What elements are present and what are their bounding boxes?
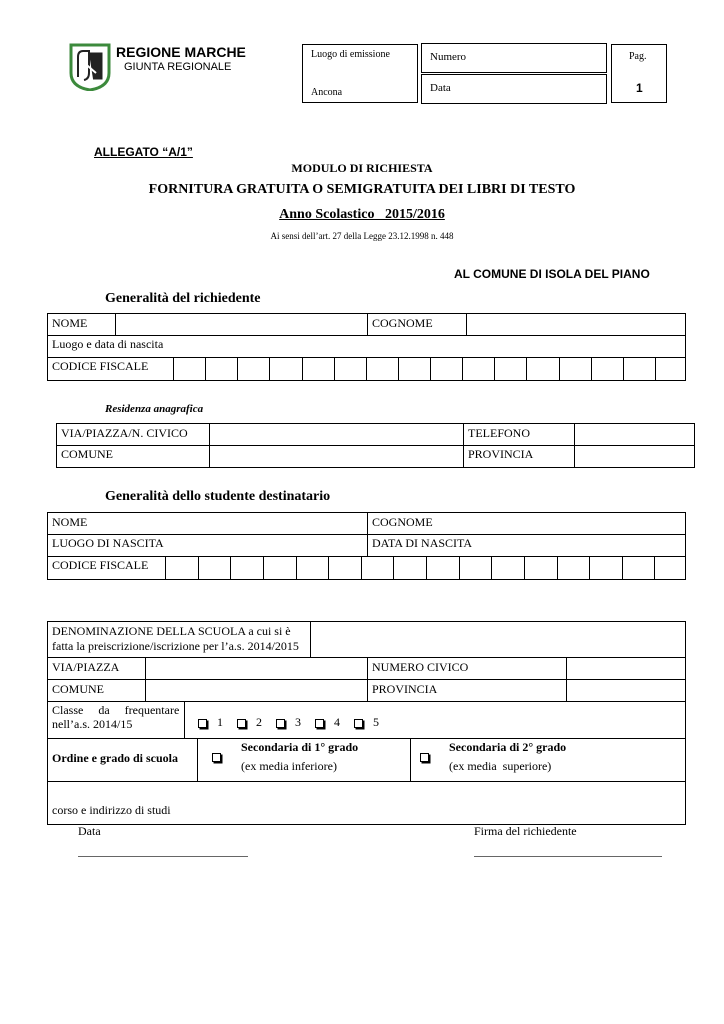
modulo-title: MODULO DI RICHIESTA: [291, 161, 433, 175]
classe-option[interactable]: [354, 715, 379, 730]
secondaria-2-option[interactable]: [416, 740, 676, 777]
studente-data-nascita-label: DATA DI NASCITA: [372, 536, 473, 550]
numero-field[interactable]: [421, 43, 607, 73]
classe-checkbox[interactable]: [198, 719, 207, 728]
classe-checkbox[interactable]: [276, 719, 285, 728]
cf-char-box[interactable]: [654, 556, 687, 580]
cognome-input[interactable]: [467, 314, 685, 335]
data-label: Data: [430, 82, 451, 94]
denominazione-input[interactable]: [311, 622, 685, 657]
cf-char-box[interactable]: [296, 556, 329, 580]
cf-char-box[interactable]: [366, 357, 398, 381]
footer-data-line[interactable]: [78, 856, 248, 857]
classe-option[interactable]: [237, 715, 262, 730]
classe-option[interactable]: [276, 715, 301, 730]
codice-fiscale-boxes[interactable]: [48, 357, 687, 381]
denominazione-label-1: DENOMINAZIONE DELLA SCUOLA a cui si è: [52, 624, 291, 638]
residenza-comune-input[interactable]: [210, 446, 462, 467]
secondaria-1-subtitle: (ex media inferiore): [241, 759, 337, 773]
cf-char-box[interactable]: [494, 357, 526, 381]
residenza-provincia-input[interactable]: [575, 446, 694, 467]
cf-char-box[interactable]: [302, 357, 334, 381]
cf-char-box[interactable]: [559, 357, 591, 381]
luogo-emissione-value: Ancona: [311, 87, 343, 98]
cf-char-box[interactable]: [230, 556, 263, 580]
studente-cognome-label: COGNOME: [372, 515, 433, 529]
richiedente-heading: Generalità del richiedente: [105, 291, 261, 306]
cf-char-box[interactable]: [623, 357, 655, 381]
cf-char-box[interactable]: [591, 357, 623, 381]
page-box: [611, 44, 667, 103]
numero-label: Numero: [430, 51, 467, 63]
via-civico-label: VIA/PIAZZA/N. CIVICO: [61, 426, 188, 440]
cf-char-box[interactable]: [334, 357, 366, 381]
secondaria-1-option[interactable]: [208, 740, 408, 777]
classe-checkbox[interactable]: [237, 719, 246, 728]
anno-scolastico: Anno Scolastico 2015/2016: [279, 207, 445, 222]
cf-char-box[interactable]: [393, 556, 426, 580]
cf-char-box[interactable]: [269, 357, 301, 381]
cf-char-box[interactable]: [462, 357, 494, 381]
numero-civico-input[interactable]: [567, 658, 685, 679]
luogo-emissione-box: [302, 44, 418, 103]
data-field[interactable]: [421, 74, 607, 104]
cf-char-box[interactable]: [430, 357, 462, 381]
recipient-comune: AL COMUNE DI ISOLA DEL PIANO: [454, 267, 650, 281]
corso-indirizzo-label: corso e indirizzo di studi: [52, 803, 171, 817]
cf-char-box[interactable]: [557, 556, 590, 580]
cf-char-box[interactable]: [524, 556, 557, 580]
org-subtitle: GIUNTA REGIONALE: [124, 61, 232, 73]
residenza-comune-label: COMUNE: [61, 447, 114, 461]
residenza-table: [56, 423, 695, 468]
allegato-label: ALLEGATO “A/1”: [94, 145, 193, 159]
cf-char-box[interactable]: [173, 357, 205, 381]
denominazione-label-2: fatta la preiscrizione/iscrizione per l’a.s. 2014/2015: [52, 639, 299, 653]
secondaria-2-checkbox[interactable]: [420, 753, 429, 762]
nome-label: NOME: [52, 316, 88, 330]
richiedente-table: [47, 313, 686, 381]
footer-firma-line[interactable]: [474, 856, 662, 857]
classe-number: 3: [295, 715, 301, 729]
scuola-table: [47, 621, 686, 825]
cf-char-box[interactable]: [589, 556, 622, 580]
footer-firma-label: Firma del richiedente: [474, 824, 577, 838]
classe-label-1: Classe da frequentare: [52, 703, 180, 717]
luogo-emissione-label: Luogo di emissione: [311, 49, 390, 60]
classe-checkbox[interactable]: [354, 719, 363, 728]
scuola-via-label: VIA/PIAZZA: [52, 660, 120, 674]
cf-char-box[interactable]: [328, 556, 361, 580]
secondaria-2-subtitle: (ex media superiore): [449, 759, 552, 773]
cf-char-box[interactable]: [398, 357, 430, 381]
cf-char-box[interactable]: [491, 556, 524, 580]
cf-char-box[interactable]: [205, 357, 237, 381]
cf-char-box[interactable]: [459, 556, 492, 580]
secondaria-2-title: Secondaria di 2° grado: [449, 740, 567, 754]
classe-number: 4: [334, 715, 340, 729]
studente-table: [47, 512, 686, 580]
via-civico-input[interactable]: [210, 424, 462, 445]
residenza-provincia-label: PROVINCIA: [468, 447, 534, 461]
secondaria-1-checkbox[interactable]: [212, 753, 221, 762]
studente-heading: Generalità dello studente destinatario: [105, 489, 331, 504]
cf-char-box[interactable]: [526, 357, 558, 381]
codice-fiscale-label: CODICE FISCALE: [52, 359, 149, 373]
nome-input[interactable]: [116, 314, 366, 335]
scuola-comune-input[interactable]: [146, 680, 366, 701]
telefono-label: TELEFONO: [468, 426, 530, 440]
cf-char-box[interactable]: [655, 357, 687, 381]
cf-char-box[interactable]: [622, 556, 655, 580]
cf-char-box[interactable]: [263, 556, 296, 580]
ordine-grado-label: Ordine e grado di scuola: [52, 751, 179, 765]
scuola-via-input[interactable]: [146, 658, 366, 679]
cf-char-box[interactable]: [426, 556, 459, 580]
region-crest-icon: [69, 43, 111, 91]
studente-nome-label: NOME: [52, 515, 88, 529]
classe-number: 2: [256, 715, 262, 729]
classe-number: 1: [217, 715, 223, 729]
footer-data-label: Data: [78, 824, 101, 838]
scuola-comune-label: COMUNE: [52, 682, 105, 696]
studente-codice-fiscale-boxes[interactable]: [48, 556, 687, 580]
cf-char-box[interactable]: [198, 556, 231, 580]
classe-option[interactable]: [198, 715, 223, 730]
corso-indirizzo-input[interactable]: [188, 782, 685, 824]
page-label: Pag.: [629, 51, 647, 62]
telefono-input[interactable]: [575, 424, 694, 445]
classe-checkbox[interactable]: [315, 719, 324, 728]
numero-civico-label: NUMERO CIVICO: [372, 660, 469, 674]
studente-luogo-nascita-label: LUOGO DI NASCITA: [52, 536, 164, 550]
classe-number: 5: [373, 715, 379, 729]
scuola-provincia-label: PROVINCIA: [372, 682, 438, 696]
org-name: REGIONE MARCHE: [116, 44, 246, 60]
cf-char-box[interactable]: [165, 556, 198, 580]
cognome-label: COGNOME: [372, 316, 433, 330]
classe-label-2: nell’a.s. 2014/15: [52, 717, 133, 731]
studente-codice-fiscale-label: CODICE FISCALE: [52, 558, 149, 572]
cf-char-box[interactable]: [361, 556, 394, 580]
page-number: 1: [636, 81, 643, 95]
secondaria-1-title: Secondaria di 1° grado: [241, 740, 359, 754]
legge-reference: Ai sensi dell’art. 27 della Legge 23.12.1998 n. 448: [270, 231, 454, 241]
region-logo: [69, 43, 111, 91]
residenza-heading: Residenza anagrafica: [105, 403, 204, 415]
classe-option[interactable]: [315, 715, 340, 730]
fornitura-title: FORNITURA GRATUITA O SEMIGRATUITA DEI LIBRI DI TESTO: [148, 182, 576, 197]
scuola-provincia-input[interactable]: [567, 680, 685, 701]
luogo-data-nascita-label: Luogo e data di nascita: [52, 337, 164, 351]
cf-char-box[interactable]: [237, 357, 269, 381]
